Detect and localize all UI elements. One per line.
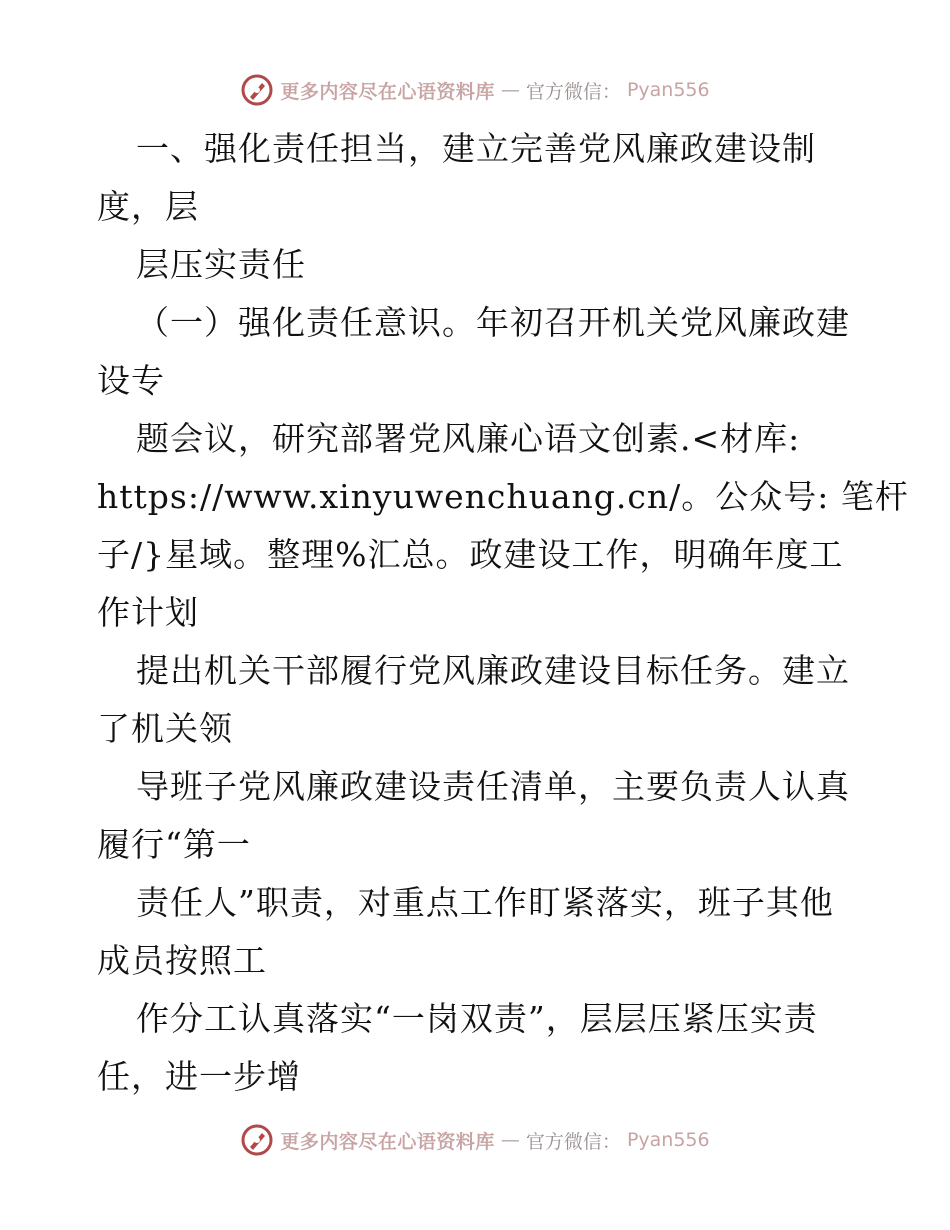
document-line: 层压实责任 <box>136 245 306 284</box>
banner-wechat-id: Pyan556 <box>626 1129 710 1151</box>
document-line: https://www.xinyuwenchuang.cn/。公众号: 笔杆 <box>97 477 909 516</box>
header-banner <box>0 70 950 110</box>
document-line: 设专 <box>97 361 165 400</box>
banner-brand-text: 更多内容尽在心语资料库 <box>280 1130 495 1153</box>
document-line: 履行“第一 <box>97 825 251 864</box>
document-line: 导班子党风廉政建设责任清单，主要负责人认真 <box>136 767 850 806</box>
pen-nib-circle-icon <box>240 73 274 107</box>
banner-brand-text: 更多内容尽在心语资料库 <box>280 80 495 103</box>
document-line: 子/}星域。整理%汇总。政建设工作，明确年度工 <box>97 535 844 574</box>
banner-separator: — <box>500 79 520 101</box>
document-body <box>97 120 909 1106</box>
document-line: 题会议，研究部署党风廉心语文创素.<材库: <box>136 419 801 458</box>
banner-wechat-label: 官方微信： <box>525 1130 621 1153</box>
document-line: 责任人”职责，对重点工作盯紧落实，班子其他 <box>136 883 834 922</box>
document-line: 任，进一步增 <box>97 1057 301 1096</box>
document-line: 提出机关干部履行党风廉政建设目标任务。建立 <box>136 651 850 690</box>
document-line: 作分工认真落实“一岗双责”，层层压紧压实责 <box>136 999 818 1038</box>
banner-wechat-label: 官方微信： <box>525 80 621 103</box>
document-line: 作计划 <box>97 593 199 632</box>
document-line: 了机关领 <box>97 709 233 748</box>
banner-separator: — <box>500 1129 520 1151</box>
document-line: （一）强化责任意识。年初召开机关党风廉政建 <box>136 303 850 342</box>
footer-banner <box>0 1120 950 1160</box>
banner-wechat-id: Pyan556 <box>626 79 710 101</box>
pen-nib-circle-icon <box>240 1123 274 1157</box>
document-line: 度，层 <box>97 187 199 226</box>
document-line: 成员按照工 <box>97 941 267 980</box>
document-line: 一、强化责任担当，建立完善党风廉政建设制 <box>136 129 816 168</box>
